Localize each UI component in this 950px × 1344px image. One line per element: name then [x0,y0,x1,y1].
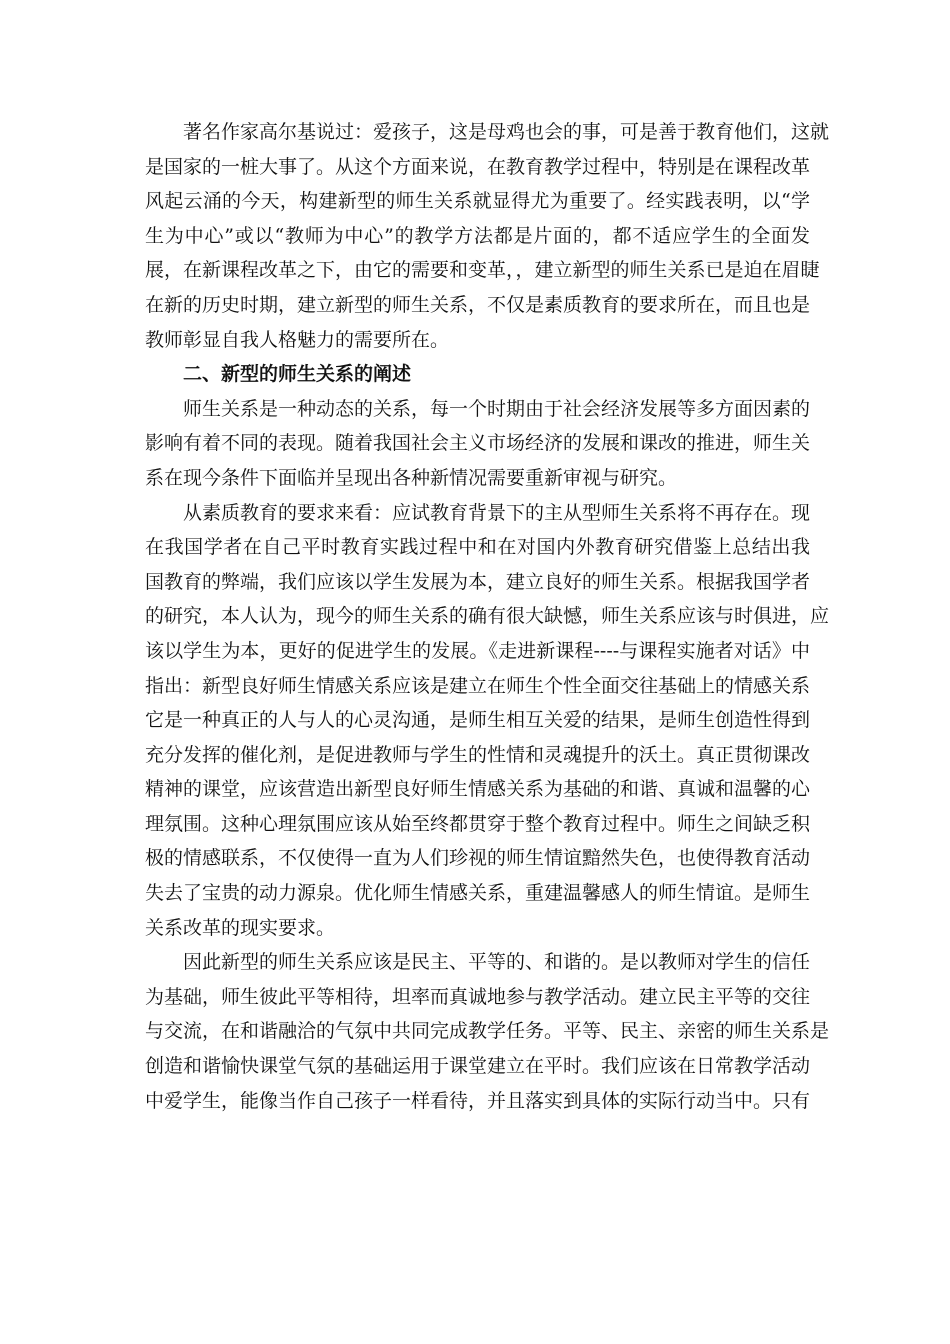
document-body [145,115,830,1118]
heading-text: 二、新型的师生关系的阐述 [183,363,412,386]
text-line: 生为中心”或以“教师为中心”的教学方法都是片面的，都不适应学生的全面发 [145,224,810,247]
text-line: 与交流，在和谐融洽的气氛中共同完成教学任务。平等、民主、亲密的师生关系是 [145,1020,830,1043]
text-line: 著名作家高尔基说过：爱孩子，这是母鸡也会的事，可是善于教育他们，这就 [183,121,830,143]
text-line: 失去了宝贵的动力源泉。优化师生情感关系，重建温馨感人的师生情谊。是师生 [145,882,811,905]
text-line: 理氛围。这种心理氛围应该从始至终都贯穿于整个教育过程中。师生之间缺乏积 [145,812,811,835]
text-line: 充分发挥的催化剂，是促进教师与学生的性情和灵魂提升的沃土。真正贯彻课改 [145,743,811,766]
text-line: 为基础，师生彼此平等相待，坦率而真诚地参与教学活动。建立民主平等的交往 [145,985,811,1008]
paragraph [145,496,830,946]
text-line: 在我国学者在自己平时教育实践过程中和在对国内外教育研究借鉴上总结出我 [145,536,810,559]
text-line: 风起云涌的今天，构建新型的师生关系就显得尤为重要了。经实践表明，以“学 [145,190,810,213]
text-line: 它是一种真正的人与人的心灵沟通，是师生相互关爱的结果，是师生创造性得到 [145,709,811,732]
text-line: 影响有着不同的表现。随着我国社会主义市场经济的发展和课改的推进，师生关 [145,432,811,455]
paragraph [145,115,830,357]
text-line: 该以学生为本，更好的促进学生的发展。《走进新课程----与课程实施者对话》中 [145,639,810,662]
text-line: 因此新型的师生关系应该是民主、平等的、和谐的。是以教师对学生的信任 [183,951,811,974]
text-line: 从素质教育的要求来看：应试教育背景下的主从型师生关系将不再存在。现 [183,501,811,524]
text-line: 创造和谐愉快课堂气氛的基础运用于课堂建立在平时。我们应该在日常教学活动 [145,1055,811,1078]
text-line: 指出：新型良好师生情感关系应该是建立在师生个性全面交往基础上的情感关系 [145,674,811,697]
section-heading [145,357,810,392]
text-line: 展，在新课程改革之下，由它的需要和变革，，建立新型的师生关系已是迫在眉睫 [145,259,820,282]
text-line: 是国家的一桩大事了。从这个方面来说，在教育教学过程中，特别是在课程改革 [145,155,811,178]
text-line: 在新的历史时期，建立新型的师生关系，不仅是素质教育的要求所在，而且也是 [145,293,811,316]
text-line: 关系改革的现实要求。 [145,916,336,939]
text-line: 教师彰显自我人格魅力的需要所在。 [145,328,450,351]
paragraph [145,945,830,1118]
text-line: 国教育的弊端，我们应该以学生发展为本，建立良好的师生关系。根据我国学者 [145,570,811,593]
paragraph [145,392,810,496]
text-line: 极的情感联系，不仅使得一直为人们珍视的师生情谊黯然失色，也使得教育活动 [145,847,811,870]
text-line: 精神的课堂，应该营造出新型良好师生情感关系为基础的和谐、真诚和温馨的心 [145,778,811,801]
text-line: 的研究，本人认为，现今的师生关系的确有很大缺憾，师生关系应该与时俱进，应 [145,605,830,628]
text-line: 师生关系是一种动态的关系，每一个时期由于社会经济发展等多方面因素的 [183,397,811,420]
text-line: 系在现今条件下面临并呈现出各种新情况需要重新审视与研究。 [145,466,678,489]
text-line: 中爱学生，能像当作自己孩子一样看待，并且落实到具体的实际行动当中。只有 [145,1089,811,1112]
